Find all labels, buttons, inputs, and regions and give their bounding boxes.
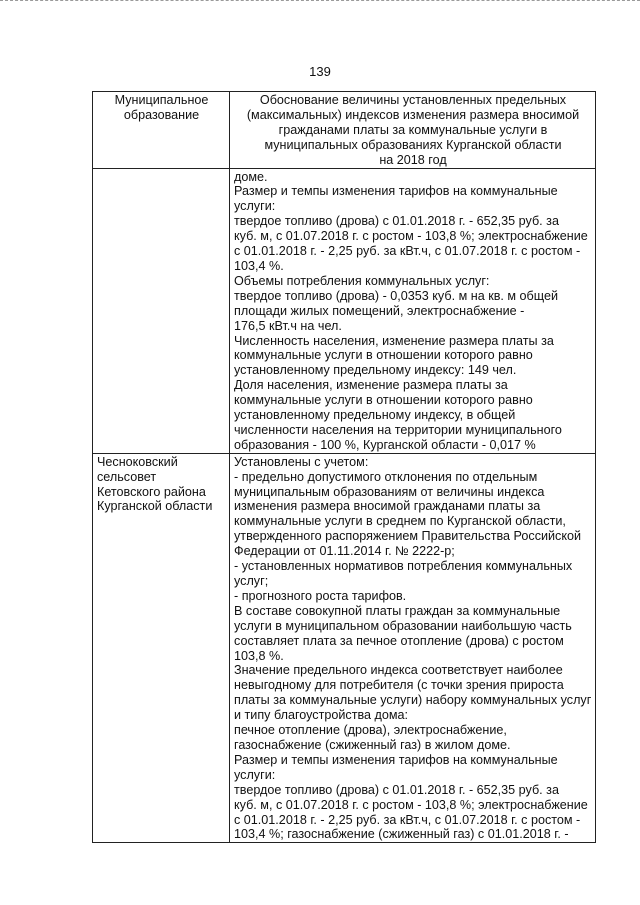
page-number: 139 [309,64,331,79]
text-line: куб. м, с 01.07.2018 г. с ростом - 103,8 %; электроснабжение [234,229,588,244]
text-line: Размер и темпы изменения тарифов на коммунальные [234,752,558,767]
justification-cell [230,453,596,843]
header-text-line: Обоснование величины установленных предельных [259,93,567,107]
text-line: площади жилых помещений, электроснабжение - [234,303,525,318]
header-municipality [93,92,230,169]
text-line: муниципальным образованиям от величины индекса [234,484,545,499]
text-line: коммунальные услуги в отношении которого равно [234,348,533,363]
text-line: Чесноковский [97,454,178,469]
text-line: Численность населения, изменение размера платы за [234,333,554,348]
header-text-line: (максимальных) индексов изменения размера вносимой [246,107,580,122]
text-line: 176,5 кВт.ч на чел. [234,318,342,333]
municipality-cell [93,453,230,843]
text-line: печное отопление (дрова), электроснабжение, [234,723,507,738]
text-line: и типу благоустройства дома: [234,708,409,723]
text-line: твердое топливо (дрова) с 01.01.2018 г. - 652,35 руб. за [234,782,559,797]
text-line: Объемы потребления коммунальных услуг: [234,273,490,288]
text-line: коммунальные услуги в отношении которого равно [234,393,533,408]
text-line: 103,8 %. [234,648,284,663]
municipality-cell [93,168,230,453]
text-line: с 01.01.2018 г. - 2,25 руб. за кВт.ч, с 01.07.2018 г. с ростом - [234,244,581,259]
text-line: платы за коммунальные услуги) набору коммунальных услуг [234,693,592,708]
text-line: составляет плата за печное отопление (дрова) с ростом [234,633,564,648]
header-justification [230,92,596,169]
text-line: 103,4 %. [234,258,284,273]
text-line: образования - 100 %, Курганской области - 0,017 % [234,437,536,452]
header-text-line: на 2018 год [379,152,447,167]
text-line: Размер и темпы изменения тарифов на коммунальные [234,184,558,199]
text-line: - предельно допустимого отклонения по отдельным [234,469,538,484]
text-line: услуги в муниципальном образовании наибольшую часть [234,618,572,633]
text-line: коммунальные услуги в среднем по Курганской области, [234,514,566,529]
header-text-line: Муниципальное [114,93,209,107]
header-text-line: муниципальных образованиях Курганской области [264,137,562,152]
table-header-row [93,92,596,169]
text-line: твердое топливо (дрова) - 0,0353 куб. м на кв. м общей [234,288,559,303]
text-line: доме. [234,169,268,184]
text-line: Кетовского района [97,484,206,499]
tariff-justification-table [92,91,596,843]
text-line: В составе совокупной платы граждан за коммунальные [234,603,561,618]
text-line: Федерации от 01.11.2014 г. № 2222-р; [234,544,455,559]
text-line: Установлены с учетом: [234,454,369,469]
text-line: установленному предельному индексу: 149 чел. [234,363,517,378]
text-line: установленному предельному индексу, в общей [234,408,516,423]
table-row [93,453,596,843]
text-line: твердое топливо (дрова) с 01.01.2018 г. - 652,35 руб. за [234,214,559,229]
header-text-line: образование [123,107,200,122]
scan-top-edge [0,0,640,5]
table-body [93,168,596,843]
text-line: сельсовет [97,469,157,484]
text-line: Значение предельного индекса соответствует наиболее [234,663,563,678]
text-line: услуги: [234,199,276,214]
text-line: с 01.01.2018 г. - 2,25 руб. за кВт.ч, с 01.07.2018 г. с ростом - [234,812,581,827]
text-line: невыгодному для потребителя (с точки зрения прироста [234,678,564,693]
text-line: - прогнозного роста тарифов. [234,588,407,603]
text-line: услуг; [234,574,269,588]
text-line: Курганской области [97,499,213,514]
text-line: газоснабжение (сжиженный газ) в жилом доме. [234,737,511,752]
text-line: численности населения на территории муниципального [234,422,562,437]
text-line: куб. м, с 01.07.2018 г. с ростом - 103,8 %; электроснабжение [234,797,588,812]
text-line: утвержденного распоряжением Правительства Российской [234,529,582,544]
justification-cell [230,168,596,453]
text-line: изменения размера вносимой гражданами платы за [234,499,541,514]
text-line: - установленных нормативов потребления коммунальных [234,559,573,574]
header-text-line: гражданами платы за коммунальные услуги в [278,122,548,137]
text-line: Доля населения, изменение размера платы за [234,378,508,393]
text-line: 103,4 %; газоснабжение (сжиженный газ) с 01.01.2018 г. - [234,827,569,842]
table-row [93,168,596,453]
text-line: услуги: [234,767,276,782]
